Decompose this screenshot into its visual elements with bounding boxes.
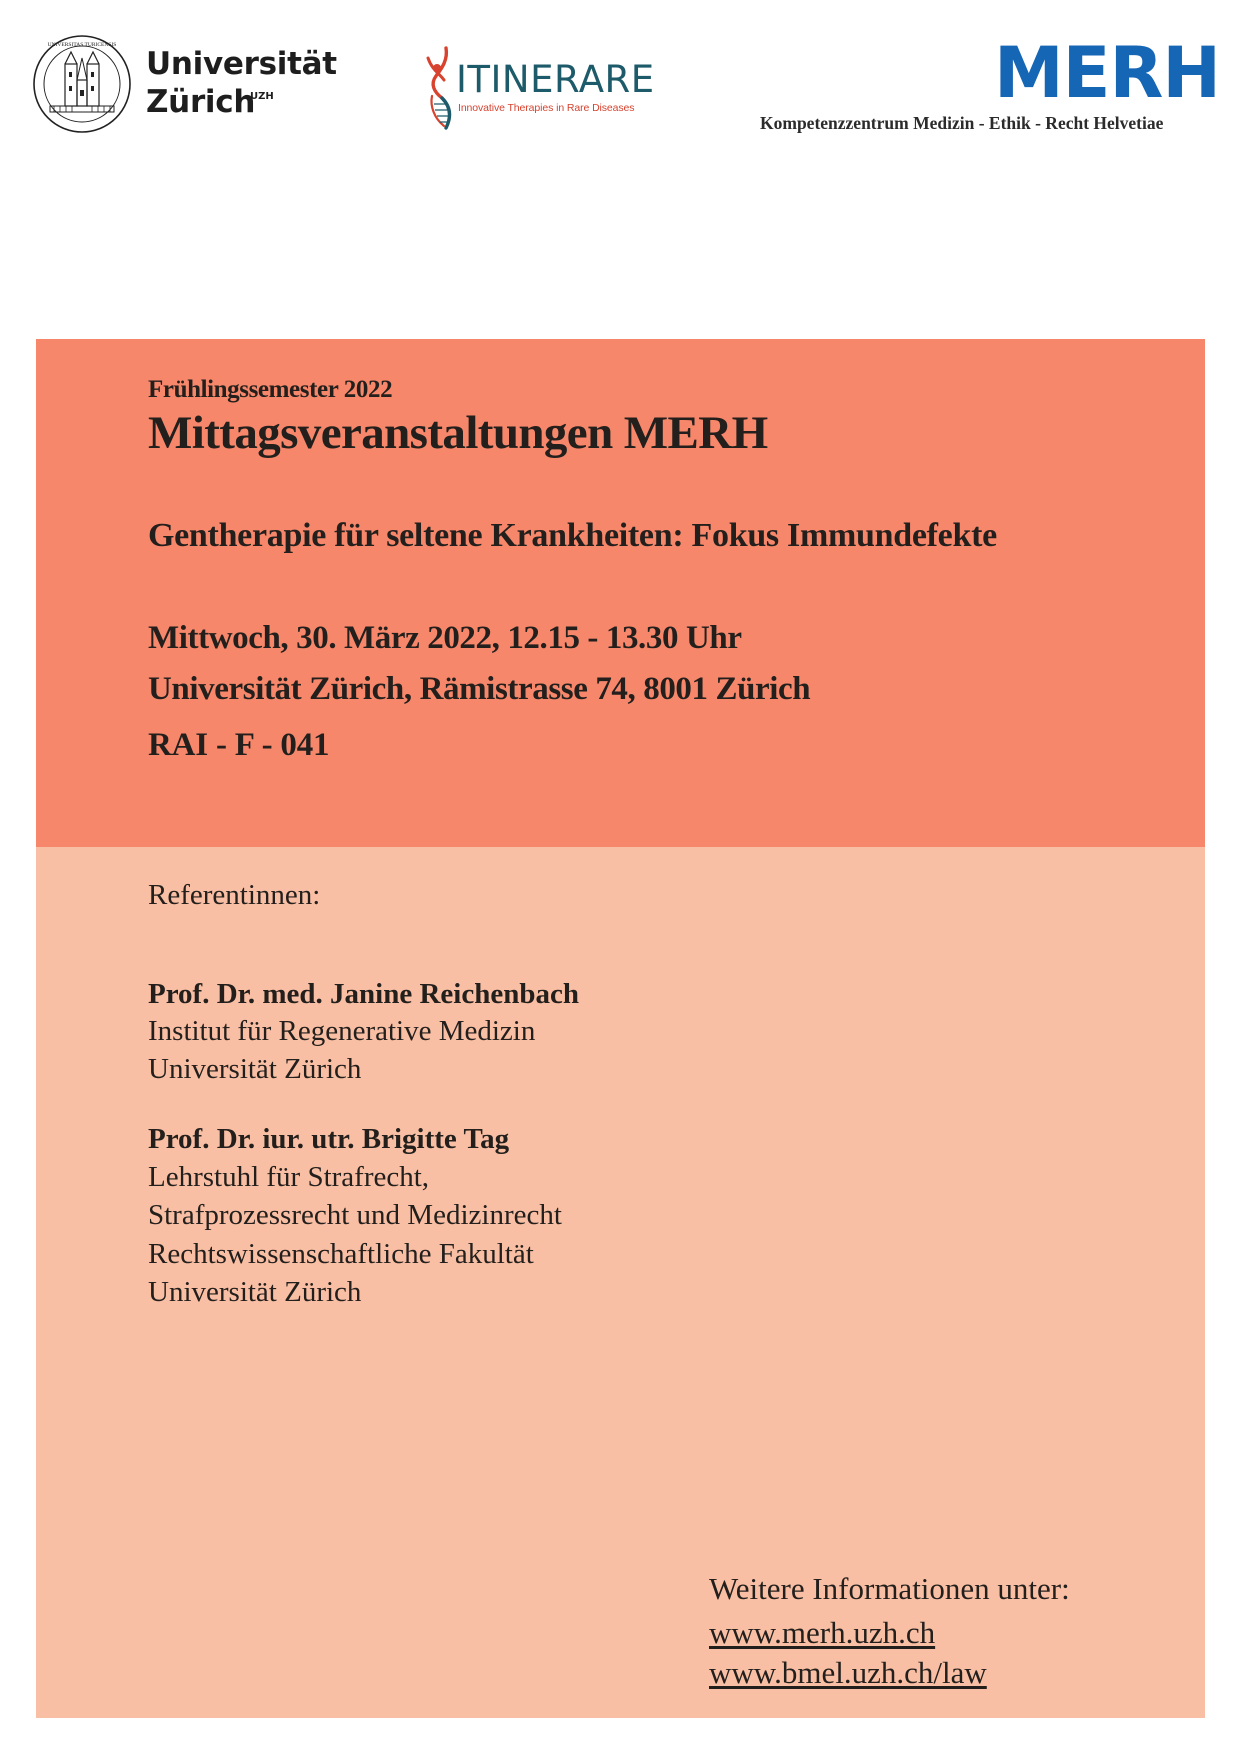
- speaker-affiliation: Lehrstuhl für Strafrecht,: [148, 1161, 430, 1193]
- svg-text:UNIVERSITAS TURICENSIS: UNIVERSITAS TURICENSIS: [47, 42, 117, 48]
- speaker-affiliation: Institut für Regenerative Medizin: [148, 1015, 536, 1047]
- event-topic: Gentherapie für seltene Krankheiten: Fokus Immundefekte: [148, 517, 997, 554]
- itinerare-wordmark: ITINERARE: [456, 58, 655, 101]
- semester-label: Frühlingssemester 2022: [148, 376, 393, 403]
- merh-tagline: Kompetenzzentrum Medizin - Ethik - Recht Helvetiae: [760, 113, 1164, 133]
- uzh-wordmark-line1: Universität: [146, 46, 337, 82]
- speaker-affiliation: Strafprozessrecht und Medizinrecht: [148, 1199, 562, 1231]
- merh-wordmark: MERH: [994, 32, 1220, 114]
- speaker-affiliation: Universität Zürich: [148, 1053, 362, 1085]
- more-info-label: Weitere Informationen unter:: [709, 1571, 1070, 1606]
- uzh-superscript: UZH: [250, 91, 274, 102]
- event-location: Universität Zürich, Rämistrasse 74, 8001 Zürich: [148, 671, 811, 707]
- event-room: RAI - F - 041: [148, 727, 330, 763]
- itinerare-tagline: Innovative Therapies in Rare Diseases: [458, 102, 635, 114]
- bmel-website-link[interactable]: www.bmel.uzh.ch/law: [709, 1655, 987, 1690]
- merh-website-link[interactable]: www.merh.uzh.ch: [709, 1615, 936, 1650]
- speaker-name: Prof. Dr. med. Janine Reichenbach: [148, 978, 579, 1010]
- series-title: Mittagsveranstaltungen MERH: [148, 407, 768, 459]
- event-date-time: Mittwoch, 30. März 2022, 12.15 - 13.30 Uhr: [148, 620, 742, 656]
- speaker-name: Prof. Dr. iur. utr. Brigitte Tag: [148, 1123, 510, 1155]
- uzh-wordmark-line2: Zürich: [146, 84, 256, 120]
- speakers-label: Referentinnen:: [148, 879, 321, 911]
- speaker-affiliation: Rechtswissenschaftliche Fakultät: [148, 1238, 534, 1270]
- speaker-affiliation: Universität Zürich: [148, 1276, 362, 1308]
- university-seal-icon: [32, 34, 132, 134]
